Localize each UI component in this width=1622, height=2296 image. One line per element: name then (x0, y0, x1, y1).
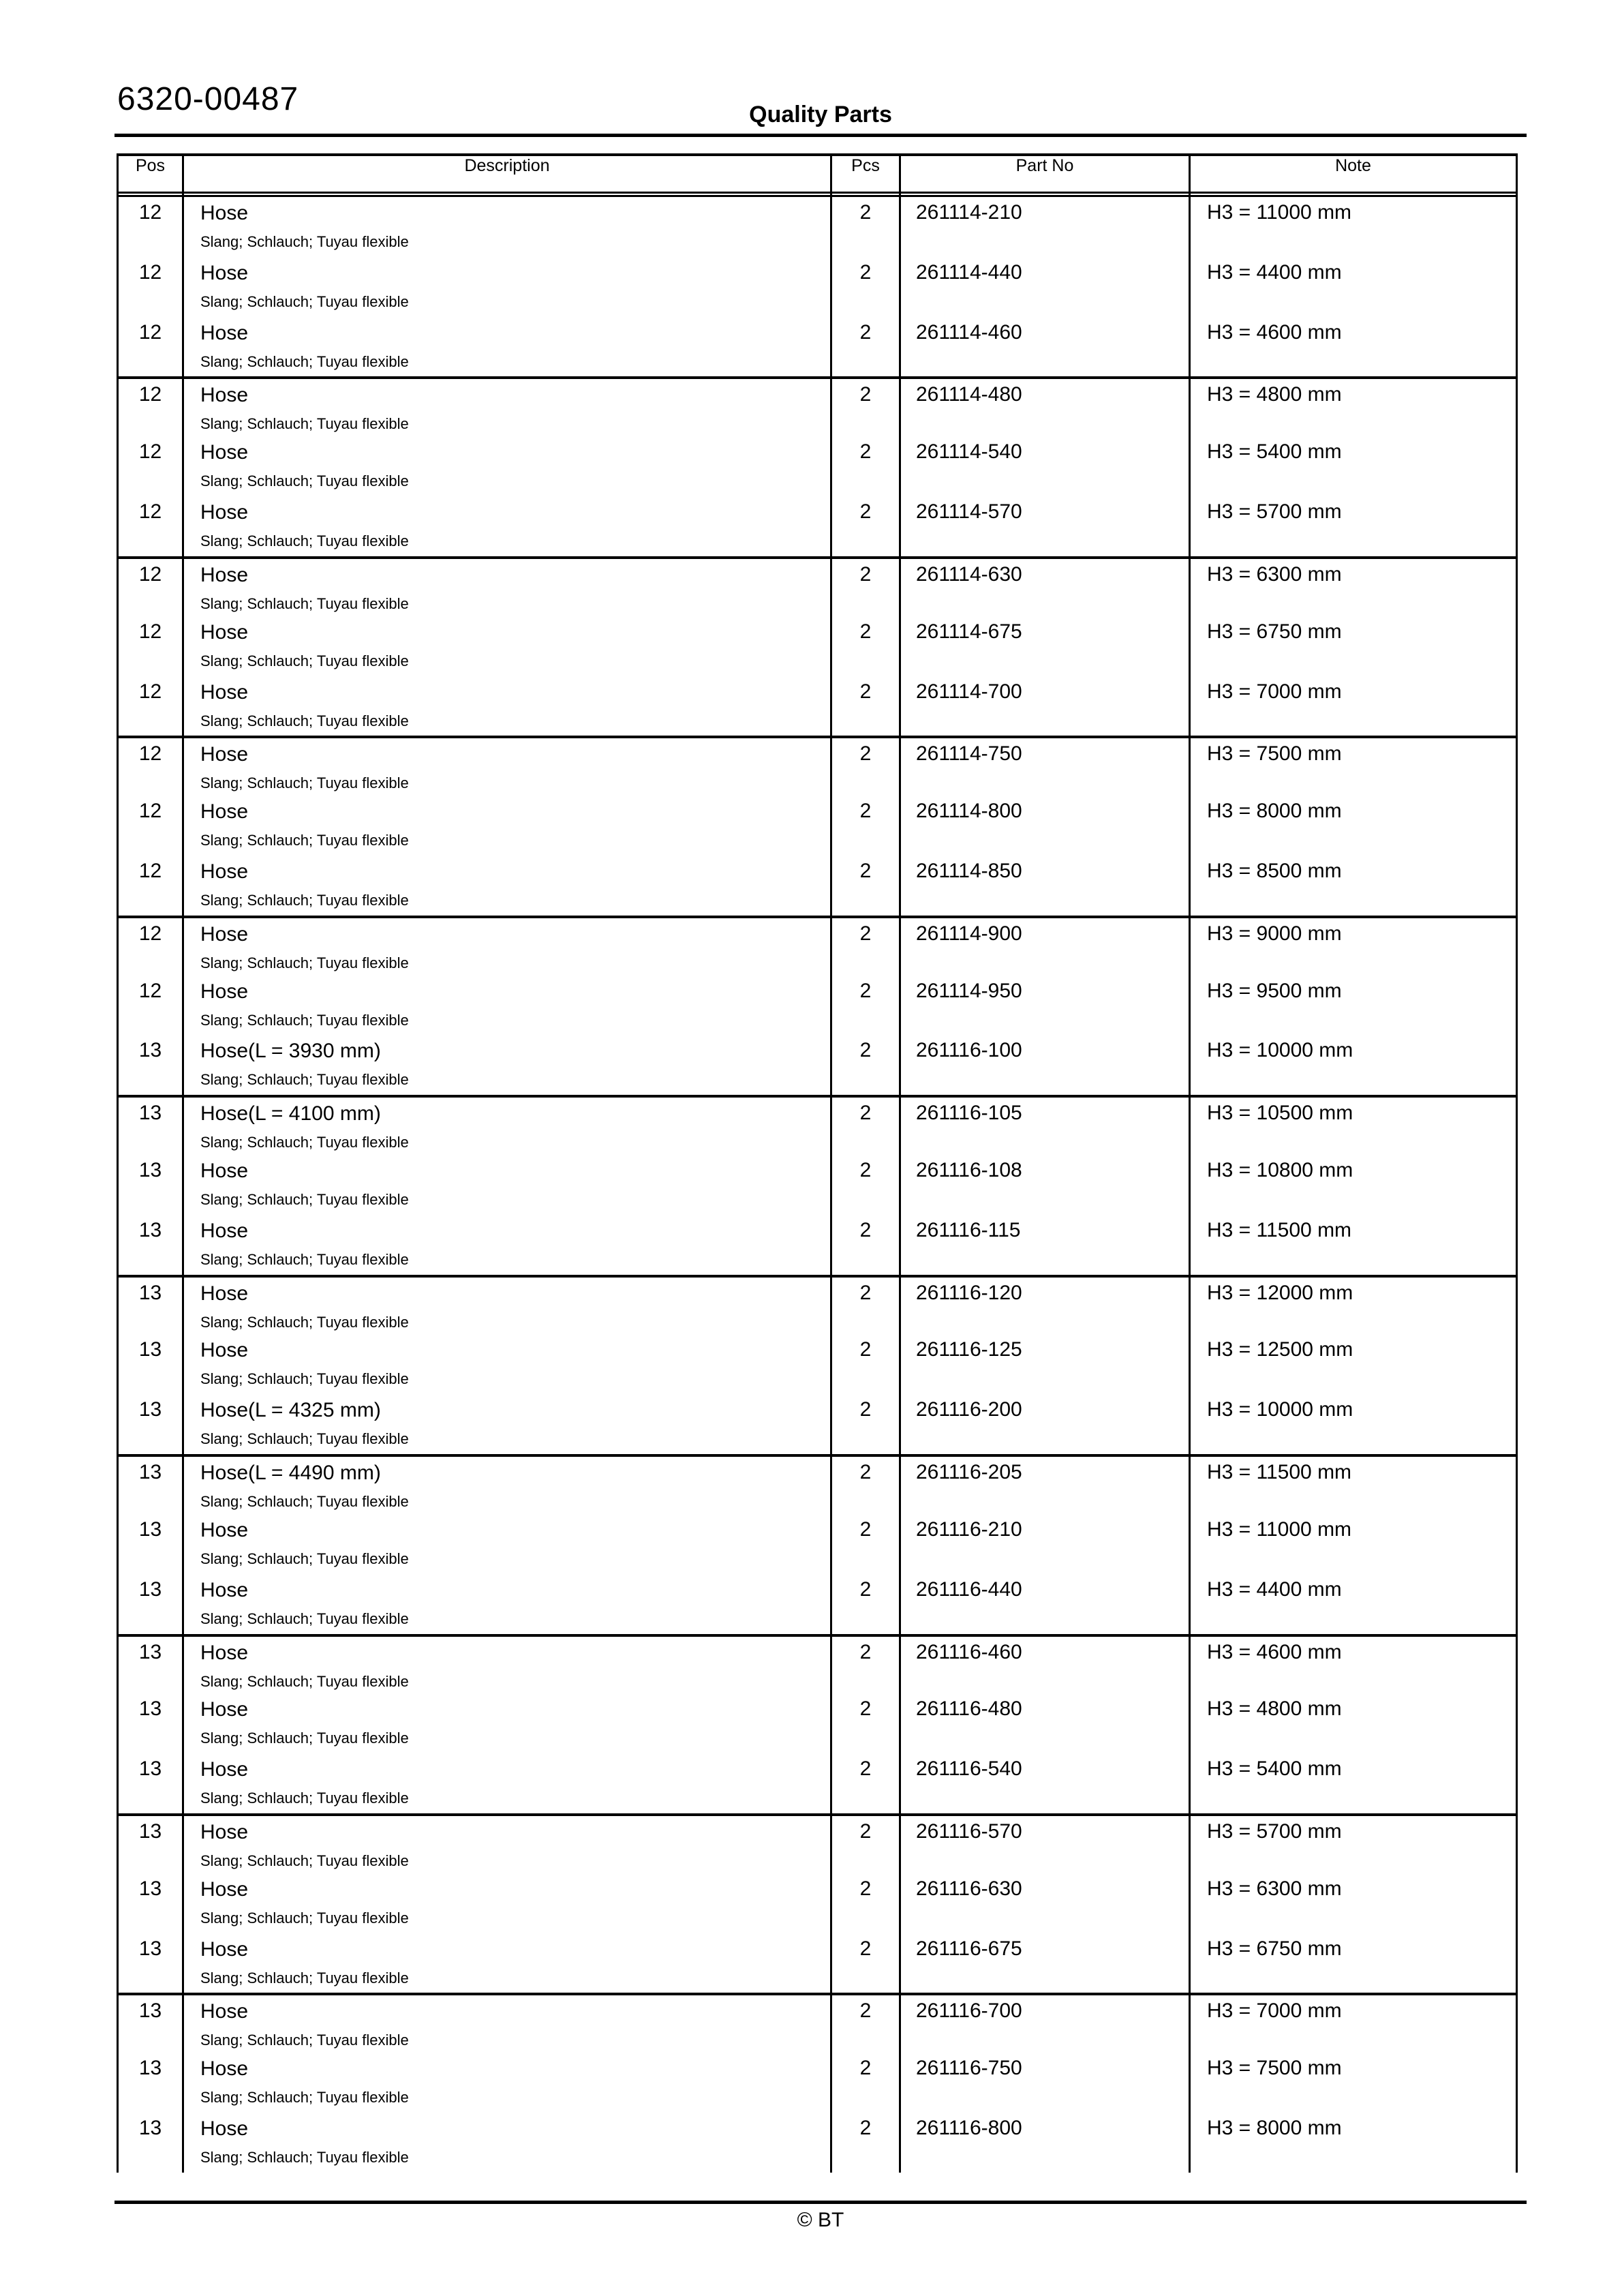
pcs-cell: 2 (832, 1098, 901, 1155)
pos-cell: 12 (119, 257, 184, 317)
description-cell (184, 257, 832, 317)
description-cell (184, 1873, 832, 1933)
note-cell: H3 = 8500 mm (1207, 859, 1342, 882)
note-cell: H3 = 4800 mm (1207, 1697, 1342, 1721)
table-row (119, 1454, 1516, 1514)
description-main: Hose (200, 680, 249, 704)
pcs-cell: 2 (832, 1637, 901, 1694)
description-subtitle: Slang; Schlauch; Tuyau flexible (200, 594, 409, 612)
part-no-cell: 261114-850 (901, 856, 1191, 916)
pcs-cell: 2 (832, 1215, 901, 1275)
note-cell: H3 = 6300 mm (1207, 562, 1342, 586)
pcs-cell: 2 (832, 1753, 901, 1813)
description-subtitle: Slang; Schlauch; Tuyau flexible (200, 1550, 409, 1567)
description-subtitle: Slang; Schlauch; Tuyau flexible (200, 1071, 409, 1089)
note-cell: H3 = 9500 mm (1207, 979, 1342, 1002)
note-cell: H3 = 7000 mm (1207, 1999, 1342, 2023)
description-main: Hose(L = 4100 mm) (200, 1102, 381, 1126)
table-row (119, 856, 1516, 916)
description-subtitle: Slang; Schlauch; Tuyau flexible (200, 1729, 409, 1747)
pcs-cell: 2 (832, 1873, 901, 1933)
description-subtitle: Slang; Schlauch; Tuyau flexible (200, 1672, 409, 1690)
note-cell: H3 = 9000 mm (1207, 922, 1342, 945)
note-cell: H3 = 6300 mm (1207, 1877, 1342, 1900)
description-main: Hose (200, 980, 249, 1003)
description-subtitle: Slang; Schlauch; Tuyau flexible (200, 2149, 409, 2166)
description-cell (184, 918, 832, 976)
gap-cell (832, 194, 901, 195)
table-row (119, 1394, 1516, 1454)
part-no-cell: 261116-210 (901, 1514, 1191, 1574)
note-cell: H3 = 5700 mm (1207, 500, 1342, 524)
pcs-cell: 2 (832, 676, 901, 736)
note-cell: H3 = 10800 mm (1207, 1159, 1353, 1181)
description-main: Hose(L = 3930 mm) (200, 1040, 381, 1063)
pos-cell: 13 (119, 1995, 184, 2053)
pcs-cell: 2 (832, 1995, 901, 2053)
description-subtitle: Slang; Schlauch; Tuyau flexible (200, 1610, 409, 1627)
description-main: Hose (200, 1160, 249, 1182)
pos-cell: 13 (119, 1816, 184, 1873)
table-row (119, 1993, 1516, 2053)
note-cell: H3 = 6750 mm (1207, 1937, 1342, 1960)
description-cell (184, 796, 832, 856)
table-row (119, 796, 1516, 856)
pcs-cell: 2 (832, 379, 901, 436)
part-no-cell: 261116-108 (901, 1155, 1191, 1215)
pos-cell: 13 (119, 1693, 184, 1753)
description-subtitle: Slang; Schlauch; Tuyau flexible (200, 652, 409, 669)
column-header-description: Description (184, 156, 832, 192)
page-title: Quality Parts (749, 102, 892, 127)
pos-cell: 12 (119, 317, 184, 377)
description-main: Hose (200, 1641, 249, 1664)
table-row (119, 257, 1516, 317)
description-main: Hose (200, 321, 249, 344)
description-main: Hose (200, 1578, 249, 1601)
note-cell: H3 = 6750 mm (1207, 620, 1342, 643)
description-main: Hose (200, 860, 249, 883)
description-cell (184, 379, 832, 436)
footer-rule (114, 2201, 1527, 2204)
description-subtitle: Slang; Schlauch; Tuyau flexible (200, 891, 409, 909)
pcs-cell: 2 (832, 257, 901, 317)
part-no-cell: 261116-540 (901, 1753, 1191, 1813)
description-cell (184, 1816, 832, 1873)
pos-cell: 13 (119, 1933, 184, 1993)
part-no-cell: 261116-700 (901, 1995, 1191, 2053)
description-cell (184, 1035, 832, 1095)
description-main: Hose (200, 1758, 249, 1781)
description-cell (184, 1637, 832, 1694)
description-subtitle: Slang; Schlauch; Tuyau flexible (200, 1430, 409, 1448)
description-subtitle: Slang; Schlauch; Tuyau flexible (200, 1250, 409, 1268)
pos-cell: 13 (119, 1457, 184, 1514)
description-cell (184, 197, 832, 257)
pos-cell: 12 (119, 976, 184, 1036)
description-main: Hose (200, 1820, 249, 1843)
pos-cell: 13 (119, 1574, 184, 1634)
description-cell (184, 738, 832, 796)
pcs-cell: 2 (832, 1574, 901, 1634)
description-cell (184, 1155, 832, 1215)
table-row (119, 1514, 1516, 1574)
table-row (119, 676, 1516, 736)
note-cell: H3 = 7000 mm (1207, 680, 1342, 703)
table-row (119, 1933, 1516, 1993)
pos-cell: 12 (119, 738, 184, 796)
table-row (119, 197, 1516, 257)
table-row (119, 1634, 1516, 1694)
description-cell (184, 1514, 832, 1574)
description-main: Hose (200, 261, 249, 284)
description-subtitle: Slang; Schlauch; Tuyau flexible (200, 472, 409, 490)
description-main: Hose (200, 384, 249, 407)
note-cell: H3 = 12000 mm (1207, 1281, 1353, 1304)
pcs-cell: 2 (832, 1933, 901, 1993)
description-subtitle: Slang; Schlauch; Tuyau flexible (200, 1852, 409, 1869)
table-row (119, 1215, 1516, 1275)
description-main: Hose (200, 620, 249, 644)
part-no-cell: 261114-480 (901, 379, 1191, 436)
description-cell (184, 1098, 832, 1155)
part-no-cell: 261114-630 (901, 559, 1191, 616)
note-cell: H3 = 4800 mm (1207, 383, 1342, 406)
column-header-part-no: Part No (901, 156, 1191, 192)
pcs-cell: 2 (832, 317, 901, 377)
description-cell (184, 1693, 832, 1753)
description-subtitle: Slang; Schlauch; Tuyau flexible (200, 352, 409, 370)
part-no-cell: 261116-440 (901, 1574, 1191, 1634)
part-no-cell: 261116-800 (901, 2113, 1191, 2173)
pcs-cell: 2 (832, 2053, 901, 2113)
pos-cell: 13 (119, 1035, 184, 1095)
table-row (119, 1095, 1516, 1155)
part-no-cell: 261116-200 (901, 1394, 1191, 1454)
table-row (119, 1813, 1516, 1873)
pos-cell: 12 (119, 379, 184, 436)
pcs-cell: 2 (832, 496, 901, 556)
description-cell (184, 1753, 832, 1813)
pos-cell: 12 (119, 676, 184, 736)
pcs-cell: 2 (832, 1693, 901, 1753)
pos-cell: 13 (119, 1873, 184, 1933)
description-cell (184, 1995, 832, 2053)
pos-cell: 13 (119, 2113, 184, 2173)
description-cell (184, 496, 832, 556)
parts-table (117, 153, 1518, 2173)
table-row (119, 317, 1516, 377)
note-cell: H3 = 11500 mm (1207, 1461, 1352, 1484)
part-no-cell: 261114-460 (901, 317, 1191, 377)
pcs-cell: 2 (832, 2113, 901, 2173)
description-cell (184, 559, 832, 616)
gap-cell (1191, 194, 1516, 195)
table-row (119, 2053, 1516, 2113)
part-no-cell: 261116-675 (901, 1933, 1191, 1993)
table-row (119, 2113, 1516, 2173)
part-no-cell: 261114-900 (901, 918, 1191, 976)
description-subtitle: Slang; Schlauch; Tuyau flexible (200, 1134, 409, 1151)
note-cell: H3 = 12500 mm (1207, 1338, 1353, 1361)
pcs-cell: 2 (832, 1334, 901, 1394)
description-cell (184, 1278, 832, 1335)
description-cell (184, 1457, 832, 1514)
pcs-cell: 2 (832, 559, 901, 616)
column-header-pcs: Pcs (832, 156, 901, 192)
pcs-cell: 2 (832, 976, 901, 1036)
description-main: Hose (200, 1339, 249, 1362)
note-cell: H3 = 5400 mm (1207, 440, 1342, 464)
pcs-cell: 2 (832, 856, 901, 916)
description-subtitle: Slang; Schlauch; Tuyau flexible (200, 532, 409, 550)
description-subtitle: Slang; Schlauch; Tuyau flexible (200, 1493, 409, 1511)
pcs-cell: 2 (832, 197, 901, 257)
pcs-cell: 2 (832, 796, 901, 856)
description-subtitle: Slang; Schlauch; Tuyau flexible (200, 1370, 409, 1388)
part-no-cell: 261116-750 (901, 2053, 1191, 2113)
pos-cell: 13 (119, 1278, 184, 1335)
gap-cell (901, 194, 1191, 195)
part-no-cell: 261116-570 (901, 1816, 1191, 1873)
note-cell: H3 = 10000 mm (1207, 1398, 1353, 1421)
table-row (119, 436, 1516, 496)
pos-cell: 13 (119, 1394, 184, 1454)
pcs-cell: 2 (832, 1514, 901, 1574)
part-no-cell: 261116-125 (901, 1334, 1191, 1394)
note-cell: H3 = 7500 mm (1207, 2057, 1342, 2080)
pcs-cell: 2 (832, 616, 901, 676)
note-cell: H3 = 10000 mm (1207, 1039, 1353, 1062)
description-cell (184, 856, 832, 916)
description-subtitle: Slang; Schlauch; Tuyau flexible (200, 233, 409, 250)
part-no-cell: 261116-460 (901, 1637, 1191, 1694)
description-subtitle: Slang; Schlauch; Tuyau flexible (200, 2089, 409, 2106)
pos-cell: 13 (119, 1753, 184, 1813)
pcs-cell: 2 (832, 436, 901, 496)
description-cell (184, 1933, 832, 1993)
description-main: Hose (200, 2000, 249, 2023)
part-no-cell: 261116-100 (901, 1035, 1191, 1095)
description-cell (184, 1574, 832, 1634)
description-main: Hose (200, 563, 249, 586)
pcs-cell: 2 (832, 918, 901, 976)
table-row (119, 616, 1516, 676)
note-cell: H3 = 8000 mm (1207, 2117, 1342, 2139)
description-main: Hose (200, 501, 249, 524)
pos-cell: 13 (119, 1514, 184, 1574)
part-no-cell: 261116-630 (901, 1873, 1191, 1933)
description-cell (184, 616, 832, 676)
description-subtitle: Slang; Schlauch; Tuyau flexible (200, 832, 409, 849)
note-cell: H3 = 4400 mm (1207, 260, 1342, 284)
note-cell: H3 = 5700 mm (1207, 1819, 1342, 1843)
pcs-cell: 2 (832, 1457, 901, 1514)
pos-cell: 12 (119, 559, 184, 616)
table-row (119, 1275, 1516, 1335)
table-row (119, 916, 1516, 976)
pcs-cell: 2 (832, 1278, 901, 1335)
pos-cell: 12 (119, 796, 184, 856)
part-no-cell: 261114-570 (901, 496, 1191, 556)
description-main: Hose (200, 1219, 249, 1242)
pos-cell: 12 (119, 436, 184, 496)
pcs-cell: 2 (832, 1816, 901, 1873)
description-main: Hose (200, 202, 249, 224)
pcs-cell: 2 (832, 1035, 901, 1095)
table-row (119, 1753, 1516, 1813)
table-row (119, 376, 1516, 436)
pos-cell: 13 (119, 1334, 184, 1394)
description-subtitle: Slang; Schlauch; Tuyau flexible (200, 292, 409, 310)
description-subtitle: Slang; Schlauch; Tuyau flexible (200, 1909, 409, 1927)
pos-cell: 13 (119, 1637, 184, 1694)
pos-cell: 12 (119, 918, 184, 976)
description-main: Hose (200, 1698, 249, 1721)
pcs-cell: 2 (832, 1155, 901, 1215)
description-main: Hose (200, 2117, 249, 2140)
pos-cell: 12 (119, 496, 184, 556)
description-cell (184, 436, 832, 496)
note-cell: H3 = 11000 mm (1207, 1517, 1352, 1541)
part-no-cell: 261114-750 (901, 738, 1191, 796)
description-subtitle: Slang; Schlauch; Tuyau flexible (200, 1789, 409, 1807)
note-cell: H3 = 7500 mm (1207, 742, 1342, 766)
description-subtitle: Slang; Schlauch; Tuyau flexible (200, 774, 409, 792)
document-number: 6320-00487 (117, 81, 299, 117)
note-cell: H3 = 11000 mm (1207, 201, 1352, 224)
description-cell (184, 1394, 832, 1454)
description-subtitle: Slang; Schlauch; Tuyau flexible (200, 1011, 409, 1029)
table-row (119, 556, 1516, 616)
description-subtitle: Slang; Schlauch; Tuyau flexible (200, 2031, 409, 2049)
pos-cell: 12 (119, 197, 184, 257)
description-main: Hose (200, 922, 249, 946)
pos-cell: 13 (119, 2053, 184, 2113)
table-row (119, 1693, 1516, 1753)
description-cell (184, 2053, 832, 2113)
description-main: Hose (200, 743, 249, 766)
description-cell (184, 1334, 832, 1394)
part-no-cell: 261114-540 (901, 436, 1191, 496)
description-subtitle: Slang; Schlauch; Tuyau flexible (200, 1313, 409, 1331)
description-main: Hose (200, 1518, 249, 1541)
description-cell (184, 317, 832, 377)
header-rule (114, 134, 1527, 137)
part-no-cell: 261116-480 (901, 1693, 1191, 1753)
note-cell: H3 = 5400 mm (1207, 1757, 1342, 1781)
table-row (119, 1574, 1516, 1634)
table-body (119, 197, 1516, 2173)
part-no-cell: 261114-950 (901, 976, 1191, 1036)
description-subtitle: Slang; Schlauch; Tuyau flexible (200, 415, 409, 433)
note-cell: H3 = 10500 mm (1207, 1102, 1353, 1125)
description-subtitle: Slang; Schlauch; Tuyau flexible (200, 1191, 409, 1208)
pos-cell: 13 (119, 1215, 184, 1275)
description-main: Hose (200, 1282, 249, 1305)
part-no-cell: 261116-120 (901, 1278, 1191, 1335)
table-row (119, 1334, 1516, 1394)
part-no-cell: 261114-675 (901, 616, 1191, 676)
description-cell (184, 976, 832, 1036)
table-row (119, 1035, 1516, 1095)
pcs-cell: 2 (832, 1394, 901, 1454)
note-cell: H3 = 4400 mm (1207, 1577, 1342, 1601)
pcs-cell: 2 (832, 738, 901, 796)
description-main: Hose (200, 1937, 249, 1961)
pos-cell: 12 (119, 616, 184, 676)
part-no-cell: 261116-115 (901, 1215, 1191, 1275)
part-no-cell: 261114-440 (901, 257, 1191, 317)
part-no-cell: 261114-210 (901, 197, 1191, 257)
pos-cell: 13 (119, 1098, 184, 1155)
table-header-row (119, 156, 1516, 194)
description-subtitle: Slang; Schlauch; Tuyau flexible (200, 954, 409, 971)
description-cell (184, 1215, 832, 1275)
table-row (119, 496, 1516, 556)
description-cell (184, 676, 832, 736)
part-no-cell: 261114-700 (901, 676, 1191, 736)
part-no-cell: 261116-105 (901, 1098, 1191, 1155)
note-cell: H3 = 11500 mm (1207, 1218, 1352, 1241)
description-main: Hose (200, 1877, 249, 1901)
part-no-cell: 261114-800 (901, 796, 1191, 856)
column-header-pos: Pos (119, 156, 184, 192)
note-cell: H3 = 4600 mm (1207, 1640, 1342, 1663)
description-main: Hose (200, 441, 249, 464)
gap-cell (184, 194, 832, 195)
description-main: Hose(L = 4325 mm) (200, 1399, 381, 1422)
description-cell (184, 2113, 832, 2173)
description-main: Hose (200, 800, 249, 824)
pos-cell: 13 (119, 1155, 184, 1215)
pos-cell: 12 (119, 856, 184, 916)
table-row (119, 1873, 1516, 1933)
description-subtitle: Slang; Schlauch; Tuyau flexible (200, 1969, 409, 1987)
description-main: Hose (200, 2057, 249, 2081)
copyright-notice: © BT (797, 2209, 844, 2231)
description-main: Hose(L = 4490 mm) (200, 1462, 381, 1485)
column-header-note: Note (1335, 156, 1371, 175)
table-row (119, 1155, 1516, 1215)
part-no-cell: 261116-205 (901, 1457, 1191, 1514)
gap-cell (119, 194, 184, 195)
description-subtitle: Slang; Schlauch; Tuyau flexible (200, 712, 409, 729)
note-cell: H3 = 8000 mm (1207, 800, 1342, 823)
note-cell: H3 = 4600 mm (1207, 320, 1342, 344)
table-row (119, 736, 1516, 796)
table-row (119, 976, 1516, 1036)
